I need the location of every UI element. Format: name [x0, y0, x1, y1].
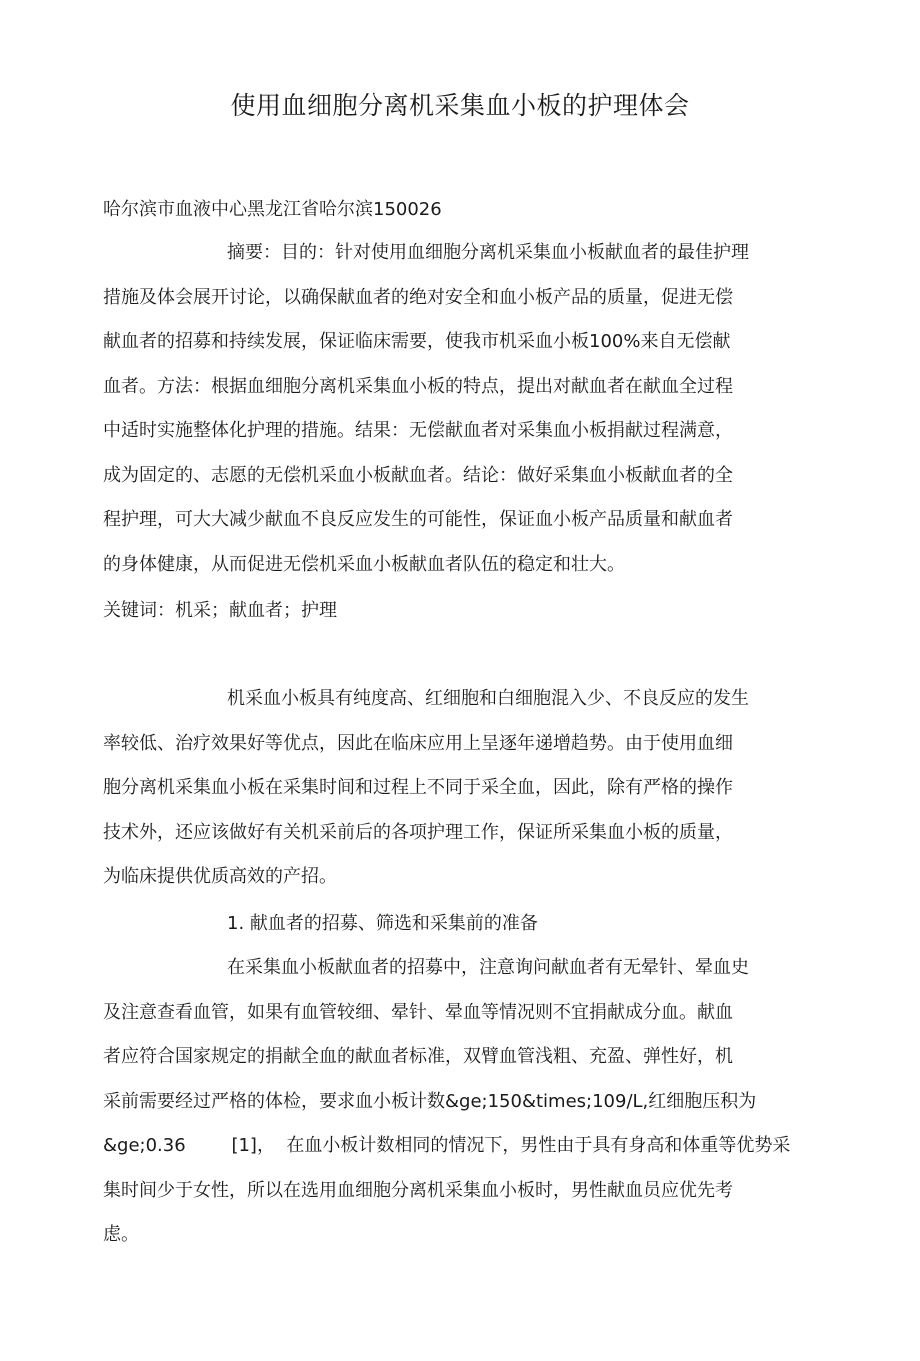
abstract-line: 的身体健康，从而促进无偿机采血小板献血者队伍的稳定和壮大。: [103, 553, 625, 575]
abstract-line: 中适时实施整体化护理的措施。结果：无偿献血者对采集血小板捐献过程满意，: [103, 420, 733, 441]
intro-line: 率较低、治疗效果好等优点，因此在临床应用上呈逐年递增趋势。由于使用血细: [103, 732, 733, 754]
intro-paragraph: [103, 677, 749, 900]
section-line: 在采集血小板献血者的招募中，注意询问献血者有无晕针、晕血史: [227, 957, 749, 978]
section-line: 采前需要经过严格的体检，要求血小板计数&ge;150&times;109/L,红细胞压积为: [103, 1090, 757, 1112]
author-affiliation: 哈尔滨市血液中心黑龙江省哈尔滨150026: [103, 199, 442, 220]
abstract-line: 摘要：目的：针对使用血细胞分离机采集血小板献血者的最佳护理: [227, 242, 749, 263]
abstract-line: 献血者的招募和持续发展，保证临床需要，使我市机采血小板100%来自无偿献: [103, 331, 731, 352]
keywords-line: 关键词：机采；献血者；护理: [103, 600, 337, 621]
intro-line: 为临床提供优质高效的产招。: [103, 866, 337, 887]
section-line: 及注意查看血管，如果有血管较细、晕针、晕血等情况则不宜捐献成分血。献血: [103, 1001, 733, 1023]
intro-line: 技术外，还应该做好有关机采前后的各项护理工作，保证所采集血小板的质量，: [103, 821, 733, 843]
section-paragraph: [103, 946, 790, 1258]
abstract-line: 措施及体会展开讨论，以确保献血者的绝对安全和血小板产品的质量，促进无偿: [103, 286, 733, 308]
abstract-line: 程护理，可大大减少献血不良反应发生的可能性，保证血小板产品质量和献血者: [103, 509, 733, 530]
section-line: 虑。: [103, 1224, 139, 1245]
intro-line: 机采血小板具有纯度高、红细胞和白细胞混入少、不良反应的发生: [227, 688, 749, 709]
intro-line: 胞分离机采集血小板在采集时间和过程上不同于采全血，因此，除有严格的操作: [103, 777, 733, 798]
document-title: 使用血细胞分离机采集血小板的护理体会: [230, 91, 690, 120]
section-heading: [103, 902, 538, 946]
abstract-line: 血者。方法：根据血细胞分离机采集血小板的特点，提出对献血者在献血全过程: [103, 375, 733, 397]
abstract-paragraph: [103, 231, 749, 587]
section-line: 者应符合国家规定的捐献全血的献血者标准，双臂血管浅粗、充盈、弹性好，机: [103, 1046, 733, 1067]
section-heading-text: 1. 献血者的招募、筛选和采集前的准备: [227, 913, 538, 934]
abstract-line: 成为固定的、志愿的无偿机采血小板献血者。结论：做好采集血小板献血者的全: [103, 464, 733, 486]
section-line: &ge;0.36 [1]， 在血小板计数相同的情况下，男性由于具有身高和体重等优势采: [103, 1135, 791, 1156]
section-line: 集时间少于女性，所以在选用血细胞分离机采集血小板时，男性献血员应优先考: [103, 1179, 733, 1201]
